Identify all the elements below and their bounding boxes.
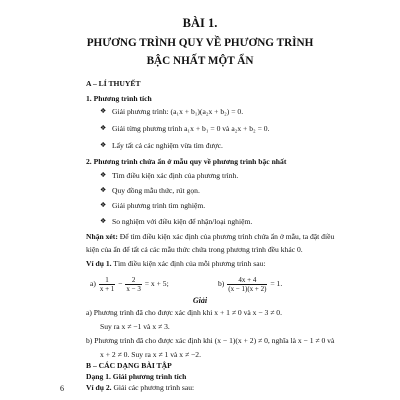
solution-b-line-2: x + 2 ≠ 0. Suy ra x ≠ 1 và x ≠ −2. <box>100 350 202 359</box>
sub1-item-1: ❖ Giải phương trình: (a₁x + b₁)(a₂x + b₂) = 0. <box>112 107 243 116</box>
note-line-2: kiện của ẩn để tất cả các mẫu thức chứa trong phương trình đều khác 0. <box>86 245 303 254</box>
example-1-label: Ví dụ 1. <box>86 259 112 268</box>
equation-b-fraction <box>227 276 267 293</box>
note-label: Nhận xét: <box>86 232 118 241</box>
sub1-item-3: ❖ Lấy tất cả các nghiệm vừa tìm được. <box>112 141 223 150</box>
section-a-heading: A – LÍ THUYẾT <box>86 79 141 88</box>
equation-a-label: a) <box>90 279 96 288</box>
example-1 <box>86 259 265 268</box>
equation-a-fraction-2-denominator: x − 3 <box>126 284 141 293</box>
equation-a-rhs: = x + 5; <box>144 279 169 288</box>
equation-a-fraction-2-numerator: 2 <box>125 276 141 285</box>
equation-a-fraction-1-denominator: x + 1 <box>99 284 115 293</box>
sub2-item-1: ❖ Tìm điều kiện xác định của phương trình. <box>112 171 238 180</box>
solution-heading: Giải <box>192 296 208 305</box>
note-text-1: Để tìm điều kiện xác định của phương trình chứa ẩn ở mẫu, ta đặt điều <box>117 232 335 241</box>
equation-b-rhs: = 1. <box>270 279 283 288</box>
equation-a-fraction-1 <box>99 276 115 293</box>
sub2-item-2: ❖ Quy đồng mẫu thức, rút gọn. <box>112 186 200 195</box>
equation-b-label: b) <box>218 279 225 288</box>
sub1-item-2: ❖ Giải từng phương trình a₁x + b₁ = 0 và a₂x + b₂ = 0. <box>112 124 269 133</box>
equation-b <box>218 275 282 293</box>
example-2-label: Ví dụ 2. <box>86 383 112 392</box>
equation-b-numerator: 4x + 4 <box>227 276 267 285</box>
equation-b-denominator: (x − 1)(x + 2) <box>228 284 267 293</box>
solution-a-line-2: Suy ra x ≠ −1 và x ≠ 3. <box>100 322 170 331</box>
example-2 <box>86 383 194 392</box>
lesson-title-line2: BẬC NHẤT MỘT ẨN <box>146 55 254 67</box>
sub2-item-3: ❖ Giải phương trình tìm nghiệm. <box>112 201 205 210</box>
equation-a-fraction-2 <box>125 276 141 293</box>
lesson-number: BÀI 1. <box>182 16 218 30</box>
page-number: 6 <box>60 384 64 393</box>
note-line-1 <box>86 232 334 241</box>
example-2-text: Giải các phương trình sau: <box>111 383 195 392</box>
equation-a-fraction-1-numerator: 1 <box>99 276 115 285</box>
equation-a <box>90 275 169 293</box>
section-b-heading: B – CÁC DẠNG BÀI TẬP <box>86 361 172 370</box>
solution-a-line-1: a) Phương trình đã cho được xác định khi x + 1 ≠ 0 và x − 3 ≠ 0. <box>86 308 282 317</box>
lesson-title-line1: PHƯƠNG TRÌNH QUY VỀ PHƯƠNG TRÌNH <box>86 37 314 49</box>
solution-b-line-1: b) Phương trình đã cho được xác định khi (x − 1)(x + 2) ≠ 0, nghĩa là x − 1 ≠ 0 và <box>86 336 335 345</box>
equation-a-minus: − <box>118 279 123 288</box>
subsection-1-heading: 1. Phương trình tích <box>86 94 152 103</box>
sub2-item-4: ❖ So nghiệm với điều kiện để nhận/loại nghiệm. <box>112 217 252 226</box>
subsection-2-heading: 2. Phương trình chứa ẩn ở mẫu quy về phương trình bậc nhất <box>86 157 287 166</box>
example-1-text: Tìm điều kiện xác định của mỗi phương trình sau: <box>111 259 266 268</box>
type-1-heading: Dạng 1. Giải phương trình tích <box>86 372 187 381</box>
